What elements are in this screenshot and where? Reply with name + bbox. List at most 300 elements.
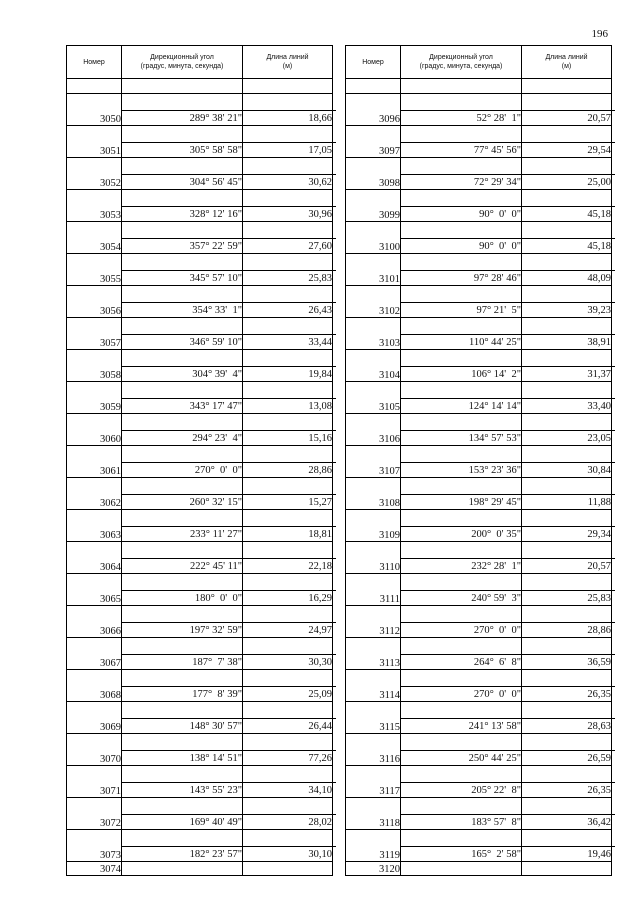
direction-angle-cell (401, 478, 522, 510)
point-row (67, 318, 333, 350)
direction-angle: 343° 17' 47" (122, 398, 246, 413)
line-length: 25,09 (243, 686, 336, 701)
direction-angle: 232° 28' 1" (401, 558, 525, 573)
line-length-cell (243, 638, 333, 670)
line-length-cell (243, 798, 333, 830)
direction-angle: 270° 0' 0" (401, 686, 525, 701)
point-number: 3097 (346, 126, 401, 158)
line-length-cell (243, 318, 333, 350)
direction-angle-cell (401, 126, 522, 158)
direction-angle-cell (401, 414, 522, 446)
header-number: Номер (67, 46, 122, 79)
line-length: 18,66 (243, 110, 336, 125)
line-length-cell (522, 798, 612, 830)
line-length: 29,34 (522, 526, 615, 541)
point-row (346, 798, 612, 830)
direction-angle: 222° 45' 11" (122, 558, 246, 573)
direction-angle: 187° 7' 38" (122, 654, 246, 669)
line-length-cell (243, 94, 333, 126)
line-length: 45,18 (522, 206, 615, 221)
right-coordinate-table (345, 45, 612, 876)
line-length: 36,59 (522, 654, 615, 669)
direction-angle-cell (401, 702, 522, 734)
point-row (67, 702, 333, 734)
point-row (346, 830, 612, 862)
direction-angle-cell (122, 734, 243, 766)
point-number: 3098 (346, 158, 401, 190)
direction-angle-cell (122, 638, 243, 670)
point-row (67, 478, 333, 510)
point-number: 3103 (346, 318, 401, 350)
direction-angle: 250° 44' 25" (401, 750, 525, 765)
direction-angle: 180° 0' 0" (122, 590, 246, 605)
direction-angle-cell (122, 414, 243, 446)
point-row (346, 734, 612, 766)
point-number: 3105 (346, 382, 401, 414)
point-number: 3104 (346, 350, 401, 382)
line-length-cell (243, 510, 333, 542)
direction-angle-cell (122, 606, 243, 638)
direction-angle-cell (401, 830, 522, 862)
direction-angle: 241° 13' 58" (401, 718, 525, 733)
point-number: 3116 (346, 734, 401, 766)
point-row (346, 318, 612, 350)
direction-angle-cell (122, 158, 243, 190)
direction-angle: 143° 55' 23" (122, 782, 246, 797)
empty-cell (522, 862, 612, 876)
left-coordinate-table (66, 45, 333, 876)
point-number: 3100 (346, 222, 401, 254)
point-row (67, 638, 333, 670)
direction-angle-cell (401, 286, 522, 318)
right-table-body (346, 94, 612, 876)
direction-angle: 134° 57' 53" (401, 430, 525, 445)
line-length-cell (243, 478, 333, 510)
line-length-cell (522, 542, 612, 574)
direction-angle: 177° 8' 39" (122, 686, 246, 701)
point-row (346, 158, 612, 190)
direction-angle: 357° 22' 59" (122, 238, 246, 253)
direction-angle-cell (122, 222, 243, 254)
direction-angle: 182° 23' 57" (122, 846, 246, 861)
line-length: 19,84 (243, 366, 336, 381)
line-length: 26,35 (522, 782, 615, 797)
point-number: 3059 (67, 382, 122, 414)
line-length-cell (243, 158, 333, 190)
point-row (346, 638, 612, 670)
line-length: 30,84 (522, 462, 615, 477)
point-row (67, 798, 333, 830)
line-length: 38,91 (522, 334, 615, 349)
line-length: 30,96 (243, 206, 336, 221)
direction-angle-cell (122, 382, 243, 414)
header-angle (122, 46, 243, 79)
direction-angle-cell (122, 510, 243, 542)
direction-angle: 148° 30' 57" (122, 718, 246, 733)
line-length-cell (243, 446, 333, 478)
point-row (67, 574, 333, 606)
direction-angle-cell (401, 190, 522, 222)
line-length: 17,05 (243, 142, 336, 157)
direction-angle: 97° 28' 46" (401, 270, 525, 285)
point-row (346, 542, 612, 574)
point-number: 3107 (346, 446, 401, 478)
direction-angle-cell (401, 734, 522, 766)
line-length: 30,62 (243, 174, 336, 189)
point-number: 3051 (67, 126, 122, 158)
line-length: 28,63 (522, 718, 615, 733)
point-number: 3055 (67, 254, 122, 286)
direction-angle-cell (122, 702, 243, 734)
direction-angle-cell (401, 638, 522, 670)
line-length-cell (522, 190, 612, 222)
line-length: 34,10 (243, 782, 336, 797)
line-length-cell (243, 382, 333, 414)
point-number: 3050 (67, 94, 122, 126)
point-number: 3052 (67, 158, 122, 190)
direction-angle: 110° 44' 25" (401, 334, 525, 349)
line-length-cell (522, 286, 612, 318)
line-length-cell (522, 350, 612, 382)
point-row (346, 350, 612, 382)
direction-angle: 153° 23' 36" (401, 462, 525, 477)
page-number: 196 (591, 28, 608, 40)
point-number: 3058 (67, 350, 122, 382)
line-length-cell (522, 254, 612, 286)
direction-angle-cell (122, 478, 243, 510)
direction-angle: 354° 33' 1" (122, 302, 246, 317)
direction-angle-cell (401, 222, 522, 254)
point-number: 3053 (67, 190, 122, 222)
line-length: 30,10 (243, 846, 336, 861)
direction-angle: 289° 38' 21" (122, 110, 246, 125)
direction-angle-cell (122, 350, 243, 382)
line-length-cell (522, 222, 612, 254)
line-length-cell (243, 190, 333, 222)
header-row (346, 46, 612, 79)
point-number: 3056 (67, 286, 122, 318)
point-number: 3071 (67, 766, 122, 798)
point-row (67, 446, 333, 478)
line-length-cell (522, 734, 612, 766)
line-length: 28,86 (522, 622, 615, 637)
line-length: 25,83 (522, 590, 615, 605)
line-length-cell (243, 670, 333, 702)
direction-angle: 169° 40' 49" (122, 814, 246, 829)
point-number: 3102 (346, 286, 401, 318)
line-length: 77,26 (243, 750, 336, 765)
direction-angle-cell (122, 318, 243, 350)
line-length: 29,54 (522, 142, 615, 157)
point-row (346, 382, 612, 414)
spacer-row (346, 79, 612, 94)
point-row (67, 542, 333, 574)
point-number: 3110 (346, 542, 401, 574)
point-number: 3115 (346, 702, 401, 734)
line-length: 36,42 (522, 814, 615, 829)
point-number: 3114 (346, 670, 401, 702)
line-length-cell (243, 222, 333, 254)
direction-angle-cell (401, 382, 522, 414)
line-length-cell (522, 126, 612, 158)
line-length: 33,40 (522, 398, 615, 413)
direction-angle-cell (122, 798, 243, 830)
line-length: 26,59 (522, 750, 615, 765)
point-number: 3101 (346, 254, 401, 286)
point-number: 3106 (346, 414, 401, 446)
line-length-cell (522, 94, 612, 126)
line-length-cell (522, 574, 612, 606)
point-row (67, 382, 333, 414)
line-length: 45,18 (522, 238, 615, 253)
line-length: 30,30 (243, 654, 336, 669)
direction-angle: 205° 22' 8" (401, 782, 525, 797)
line-length: 26,44 (243, 718, 336, 733)
direction-angle-cell (401, 254, 522, 286)
direction-angle: 346° 59' 10" (122, 334, 246, 349)
point-row (346, 670, 612, 702)
empty-cell (401, 862, 522, 876)
direction-angle-cell (401, 670, 522, 702)
point-number: 3066 (67, 606, 122, 638)
direction-angle-cell (122, 670, 243, 702)
point-number: 3074 (67, 862, 122, 876)
direction-angle: 183° 57' 8" (401, 814, 525, 829)
line-length-cell (522, 670, 612, 702)
point-number: 3118 (346, 798, 401, 830)
point-row (67, 606, 333, 638)
direction-angle: 52° 28' 1" (401, 110, 525, 125)
point-number: 3062 (67, 478, 122, 510)
point-row (346, 94, 612, 126)
direction-angle: 165° 2' 58" (401, 846, 525, 861)
point-number: 3064 (67, 542, 122, 574)
line-length-cell (243, 286, 333, 318)
point-row (67, 734, 333, 766)
point-number: 3072 (67, 798, 122, 830)
header-angle-line2: (градус, минута, секунда) (140, 63, 224, 70)
point-number: 3096 (346, 94, 401, 126)
direction-angle-cell (401, 318, 522, 350)
line-length-cell (522, 510, 612, 542)
point-row (346, 254, 612, 286)
line-length: 25,00 (522, 174, 615, 189)
line-length: 28,02 (243, 814, 336, 829)
point-row (346, 446, 612, 478)
direction-angle-cell (122, 190, 243, 222)
line-length: 19,46 (522, 846, 615, 861)
direction-angle-cell (401, 158, 522, 190)
direction-angle: 200° 0' 35" (401, 526, 525, 541)
direction-angle: 197° 32' 59" (122, 622, 246, 637)
line-length-cell (522, 382, 612, 414)
direction-angle: 240° 59' 3" (401, 590, 525, 605)
point-row (67, 350, 333, 382)
point-row (346, 702, 612, 734)
line-length-cell (243, 350, 333, 382)
direction-angle: 260° 32' 15" (122, 494, 246, 509)
header-angle-line2: (градус, минута, секунда) (419, 63, 503, 70)
direction-angle-cell (122, 94, 243, 126)
header-row (67, 46, 333, 79)
point-number: 3063 (67, 510, 122, 542)
point-row (346, 222, 612, 254)
direction-angle: 264° 6' 8" (401, 654, 525, 669)
point-number: 3109 (346, 510, 401, 542)
line-length-cell (522, 638, 612, 670)
direction-angle-cell (401, 574, 522, 606)
left-table-body (67, 94, 333, 876)
direction-angle-cell (122, 446, 243, 478)
line-length-cell (522, 414, 612, 446)
point-row (67, 94, 333, 126)
direction-angle-cell (401, 766, 522, 798)
point-number: 3067 (67, 638, 122, 670)
direction-angle-cell (401, 350, 522, 382)
point-number: 3060 (67, 414, 122, 446)
direction-angle: 304° 56' 45" (122, 174, 246, 189)
direction-angle: 90° 0' 0" (401, 238, 525, 253)
header-length-line1: Длина линий (545, 54, 588, 61)
point-number: 3117 (346, 766, 401, 798)
point-number: 3108 (346, 478, 401, 510)
point-number: 3069 (67, 702, 122, 734)
point-row (346, 510, 612, 542)
header-angle (401, 46, 522, 79)
header-length-line2: (м) (282, 63, 293, 70)
direction-angle: 305° 58' 58" (122, 142, 246, 157)
line-length: 23,05 (522, 430, 615, 445)
point-number: 3099 (346, 190, 401, 222)
point-row (67, 158, 333, 190)
line-length: 24,97 (243, 622, 336, 637)
direction-angle-cell (401, 446, 522, 478)
line-length: 39,23 (522, 302, 615, 317)
point-number: 3073 (67, 830, 122, 862)
direction-angle: 294° 23' 4" (122, 430, 246, 445)
direction-angle: 138° 14' 51" (122, 750, 246, 765)
point-row (67, 254, 333, 286)
line-length-cell (243, 830, 333, 862)
empty-cell (243, 862, 333, 876)
point-row (346, 574, 612, 606)
point-row (67, 510, 333, 542)
point-row (67, 862, 333, 876)
point-row (346, 478, 612, 510)
line-length: 20,57 (522, 558, 615, 573)
point-number: 3065 (67, 574, 122, 606)
line-length: 15,16 (243, 430, 336, 445)
line-length: 15,27 (243, 494, 336, 509)
line-length-cell (522, 606, 612, 638)
point-number: 3119 (346, 830, 401, 862)
point-row (346, 190, 612, 222)
empty-cell (122, 862, 243, 876)
line-length-cell (243, 126, 333, 158)
direction-angle: 124° 14' 14" (401, 398, 525, 413)
point-row (67, 766, 333, 798)
point-row (67, 190, 333, 222)
line-length: 18,81 (243, 526, 336, 541)
point-number: 3054 (67, 222, 122, 254)
line-length-cell (522, 318, 612, 350)
header-number: Номер (346, 46, 401, 79)
line-length-cell (243, 254, 333, 286)
line-length: 27,60 (243, 238, 336, 253)
direction-angle: 270° 0' 0" (401, 622, 525, 637)
line-length-cell (243, 414, 333, 446)
line-length-cell (243, 542, 333, 574)
direction-angle: 77° 45' 56" (401, 142, 525, 157)
point-row (67, 286, 333, 318)
direction-angle: 90° 0' 0" (401, 206, 525, 221)
line-length: 25,83 (243, 270, 336, 285)
point-number: 3070 (67, 734, 122, 766)
direction-angle-cell (122, 574, 243, 606)
header-angle-line1: Дирекционный угол (429, 54, 493, 61)
direction-angle-cell (122, 286, 243, 318)
line-length: 20,57 (522, 110, 615, 125)
direction-angle: 97° 21' 5" (401, 302, 525, 317)
line-length: 22,18 (243, 558, 336, 573)
line-length-cell (243, 702, 333, 734)
direction-angle-cell (122, 830, 243, 862)
direction-angle: 106° 14' 2" (401, 366, 525, 381)
line-length: 16,29 (243, 590, 336, 605)
direction-angle: 233° 11' 27" (122, 526, 246, 541)
direction-angle: 304° 39' 4" (122, 366, 246, 381)
line-length: 13,08 (243, 398, 336, 413)
direction-angle: 270° 0' 0" (122, 462, 246, 477)
direction-angle: 72° 29' 34" (401, 174, 525, 189)
point-row (67, 670, 333, 702)
point-row (346, 606, 612, 638)
point-row (67, 830, 333, 862)
point-number: 3120 (346, 862, 401, 876)
direction-angle-cell (122, 542, 243, 574)
point-number: 3061 (67, 446, 122, 478)
line-length-cell (522, 766, 612, 798)
line-length-cell (522, 158, 612, 190)
direction-angle-cell (122, 766, 243, 798)
line-length-cell (243, 574, 333, 606)
point-number: 3112 (346, 606, 401, 638)
line-length: 48,09 (522, 270, 615, 285)
point-row (346, 414, 612, 446)
line-length: 26,43 (243, 302, 336, 317)
point-number: 3111 (346, 574, 401, 606)
header-angle-line1: Дирекционный угол (150, 54, 214, 61)
point-row (346, 126, 612, 158)
point-row (67, 414, 333, 446)
line-length: 28,86 (243, 462, 336, 477)
line-length: 26,35 (522, 686, 615, 701)
point-number: 3113 (346, 638, 401, 670)
line-length: 31,37 (522, 366, 615, 381)
direction-angle-cell (401, 606, 522, 638)
point-row (346, 286, 612, 318)
line-length: 33,44 (243, 334, 336, 349)
point-row (67, 126, 333, 158)
direction-angle-cell (122, 126, 243, 158)
header-length-line2: (м) (561, 63, 572, 70)
line-length: 11,88 (522, 494, 615, 509)
point-number: 3068 (67, 670, 122, 702)
point-row (346, 862, 612, 876)
header-length (522, 46, 612, 79)
direction-angle-cell (401, 510, 522, 542)
spacer-row (67, 79, 333, 94)
